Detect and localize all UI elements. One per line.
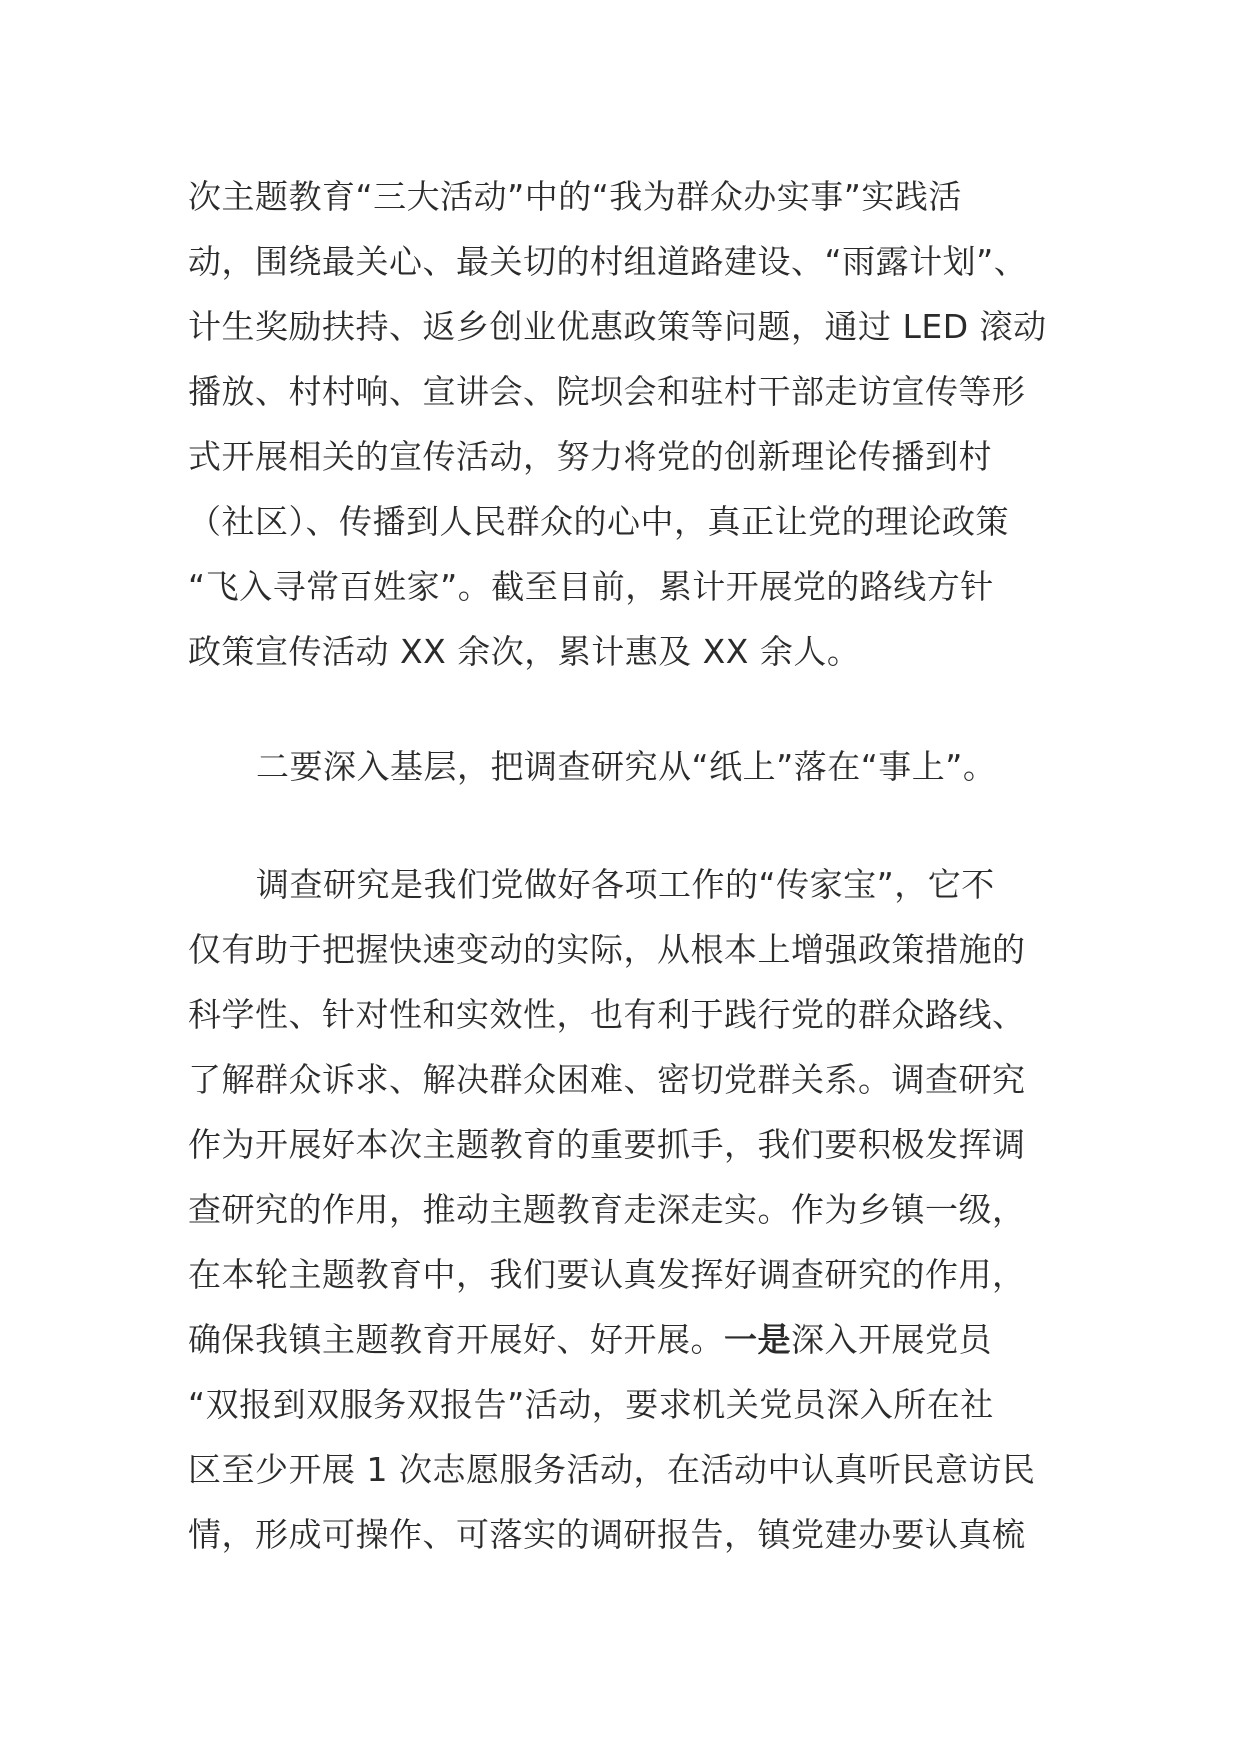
bold-emphasis: 一是 [724,1320,791,1359]
text-span: 确保我镇主题教育开展好、好开展。 [188,1320,724,1359]
text-span: 深入开展党员 [791,1320,992,1359]
text-line: 计生奖励扶持、返乡创业优惠政策等问题，通过 LED 滚动 [188,307,1047,346]
text-line: 作为开展好本次主题教育的重要抓手，我们要积极发挥调 [188,1125,1026,1164]
text-line: 政策宣传活动 XX 余次，累计惠及 XX 余人。 [188,632,861,671]
text-line: 在本轮主题教育中，我们要认真发挥好调查研究的作用， [188,1255,1026,1294]
text-line: 了解群众诉求、解决群众困难、密切党群关系。调查研究 [188,1060,1026,1099]
section-heading [188,734,1058,799]
text-line: 仅有助于把握快速变动的实际，从根本上增强政策措施的 [188,930,1026,969]
paragraph-continuation [188,164,1058,684]
text-line: 科学性、针对性和实效性，也有利于践行党的群众路线、 [188,995,1026,1034]
text-line: 情，形成可操作、可落实的调研报告，镇党建办要认真梳 [188,1515,1026,1554]
text-line: “双报到双服务双报告”活动，要求机关党员深入所在社 [188,1385,994,1424]
text-line: 式开展相关的宣传活动，努力将党的创新理论传播到村 [188,437,992,476]
heading-line: 二要深入基层，把调查研究从“纸上”落在“事上”。 [256,747,997,786]
text-line: 次主题教育“三大活动”中的“我为群众办实事”实践活 [188,177,962,216]
text-line: 动，围绕最关心、最关切的村组道路建设、“雨露计划”、 [188,242,1028,281]
text-line: 调查研究是我们党做好各项工作的“传家宝”，它不 [256,865,995,904]
paragraph-body [188,852,1058,1567]
text-line: 查研究的作用，推动主题教育走深走实。作为乡镇一级， [188,1190,1026,1229]
text-line: 播放、村村响、宣讲会、院坝会和驻村干部走访宣传等形 [188,372,1026,411]
text-line: （社区）、传播到人民群众的心中，真正让党的理论政策 [188,502,1009,541]
text-line: “飞入寻常百姓家”。截至目前，累计开展党的路线方针 [188,567,994,606]
text-line: 区至少开展 1 次志愿服务活动，在活动中认真听民意访民 [188,1450,1036,1489]
text-line-mixed [188,1307,1058,1372]
